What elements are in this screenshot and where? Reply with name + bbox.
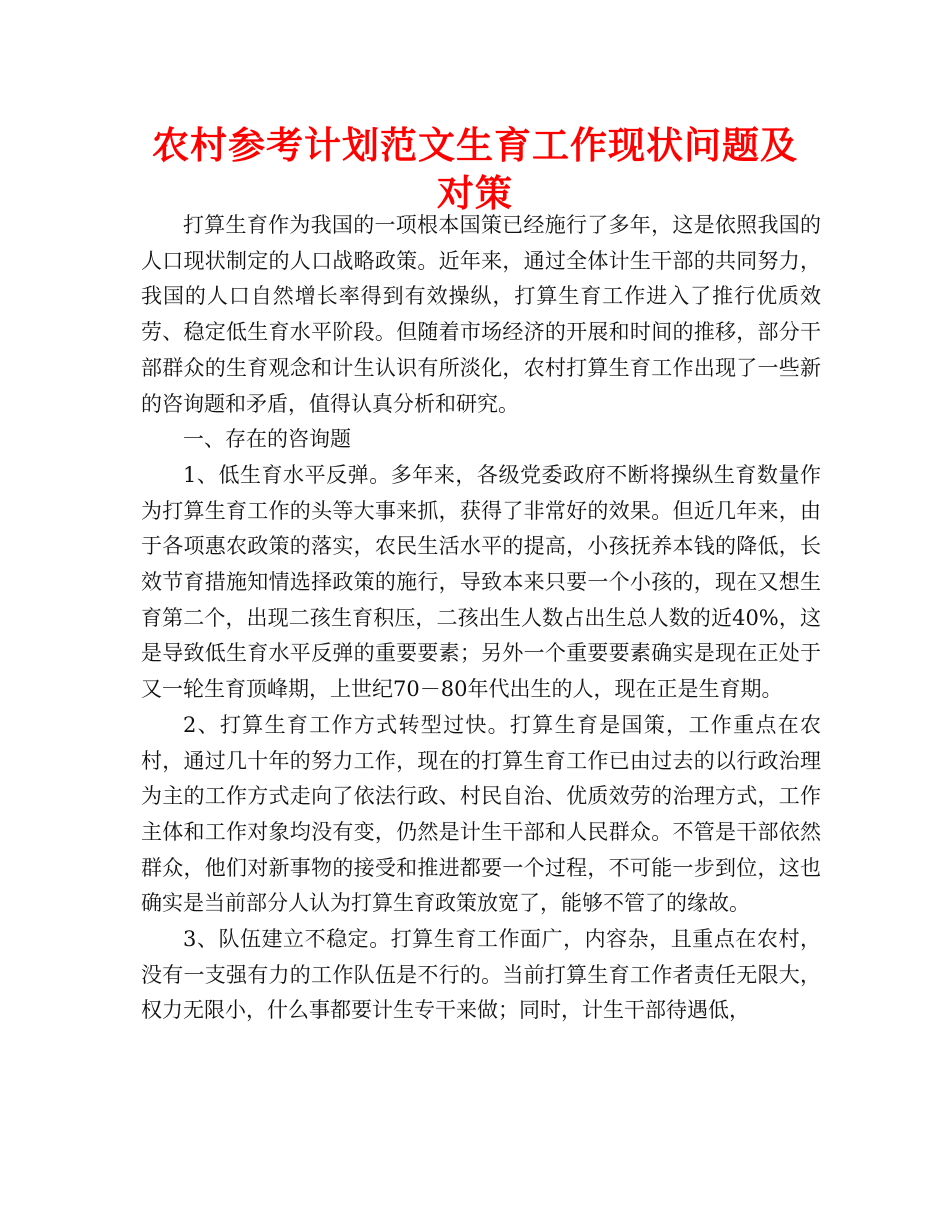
intro-paragraph: 打算生育作为我国的一项根本国策已经施行了多年，这是依照我国的人口现状制定的人口战略政策。近年来，通过全体计生干部的共同努力，我国的人口自然增长率得到有效操纵，打算生育工作进入了推行优质效劳、稳定低生育水平阶段。但随着市场经济的开展和时间的推移，部分干部群众的生育观念和计生认识有所淡化，农村打算生育工作出现了一些新的咨询题和矛盾，值得认真分析和研究。	[141, 213, 821, 416]
document-body	[141, 208, 821, 1029]
problem-2-paragraph: 2、打算生育工作方式转型过快。打算生育是国策，工作重点在农村，通过几十年的努力工作，现在的打算生育工作已由过去的以行政治理为主的工作方式走向了依法行政、村民自治、优质效劳的治理方式，工作主体和工作对象均没有变，仍然是计生干部和人民群众。不管是干部依然群众，他们对新事物的接受和推进都要一个过程，不可能一步到位，这也确实是当前部分人认为打算生育政策放宽了，能够不管了的缘故。	[141, 712, 821, 916]
section-heading-problems: 一、存在的咨询题	[183, 427, 351, 452]
problem-3-paragraph: 3、队伍建立不稳定。打算生育工作面广，内容杂，且重点在农村，没有一支强有力的工作队伍是不行的。当前打算生育工作者责任无限大，权力无限小，什么事都要计生专干来做；同时，计生干部待遇低，	[141, 927, 821, 1023]
problem-1-paragraph: 1、低生育水平反弹。多年来，各级党委政府不断将操纵生育数量作为打算生育工作的头等大事来抓，获得了非常好的效果。但近几年来，由于各项惠农政策的落实，农民生活水平的提高，小孩抚养本钱的降低，长效节育措施知情选择政策的施行，导致本来只要一个小孩的，现在又想生育第二个，出现二孩生育积压，二孩出生人数占出生总人数的近40%，这是导致低生育水平反弹的重要要素；另外一个重要要素确实是现在正处于又一轮生育顶峰期，上世纪70－80年代出生的人，现在正是生育期。	[141, 462, 821, 702]
document-title: 农村参考计划范文生育工作现状问题及对策	[152, 124, 798, 215]
